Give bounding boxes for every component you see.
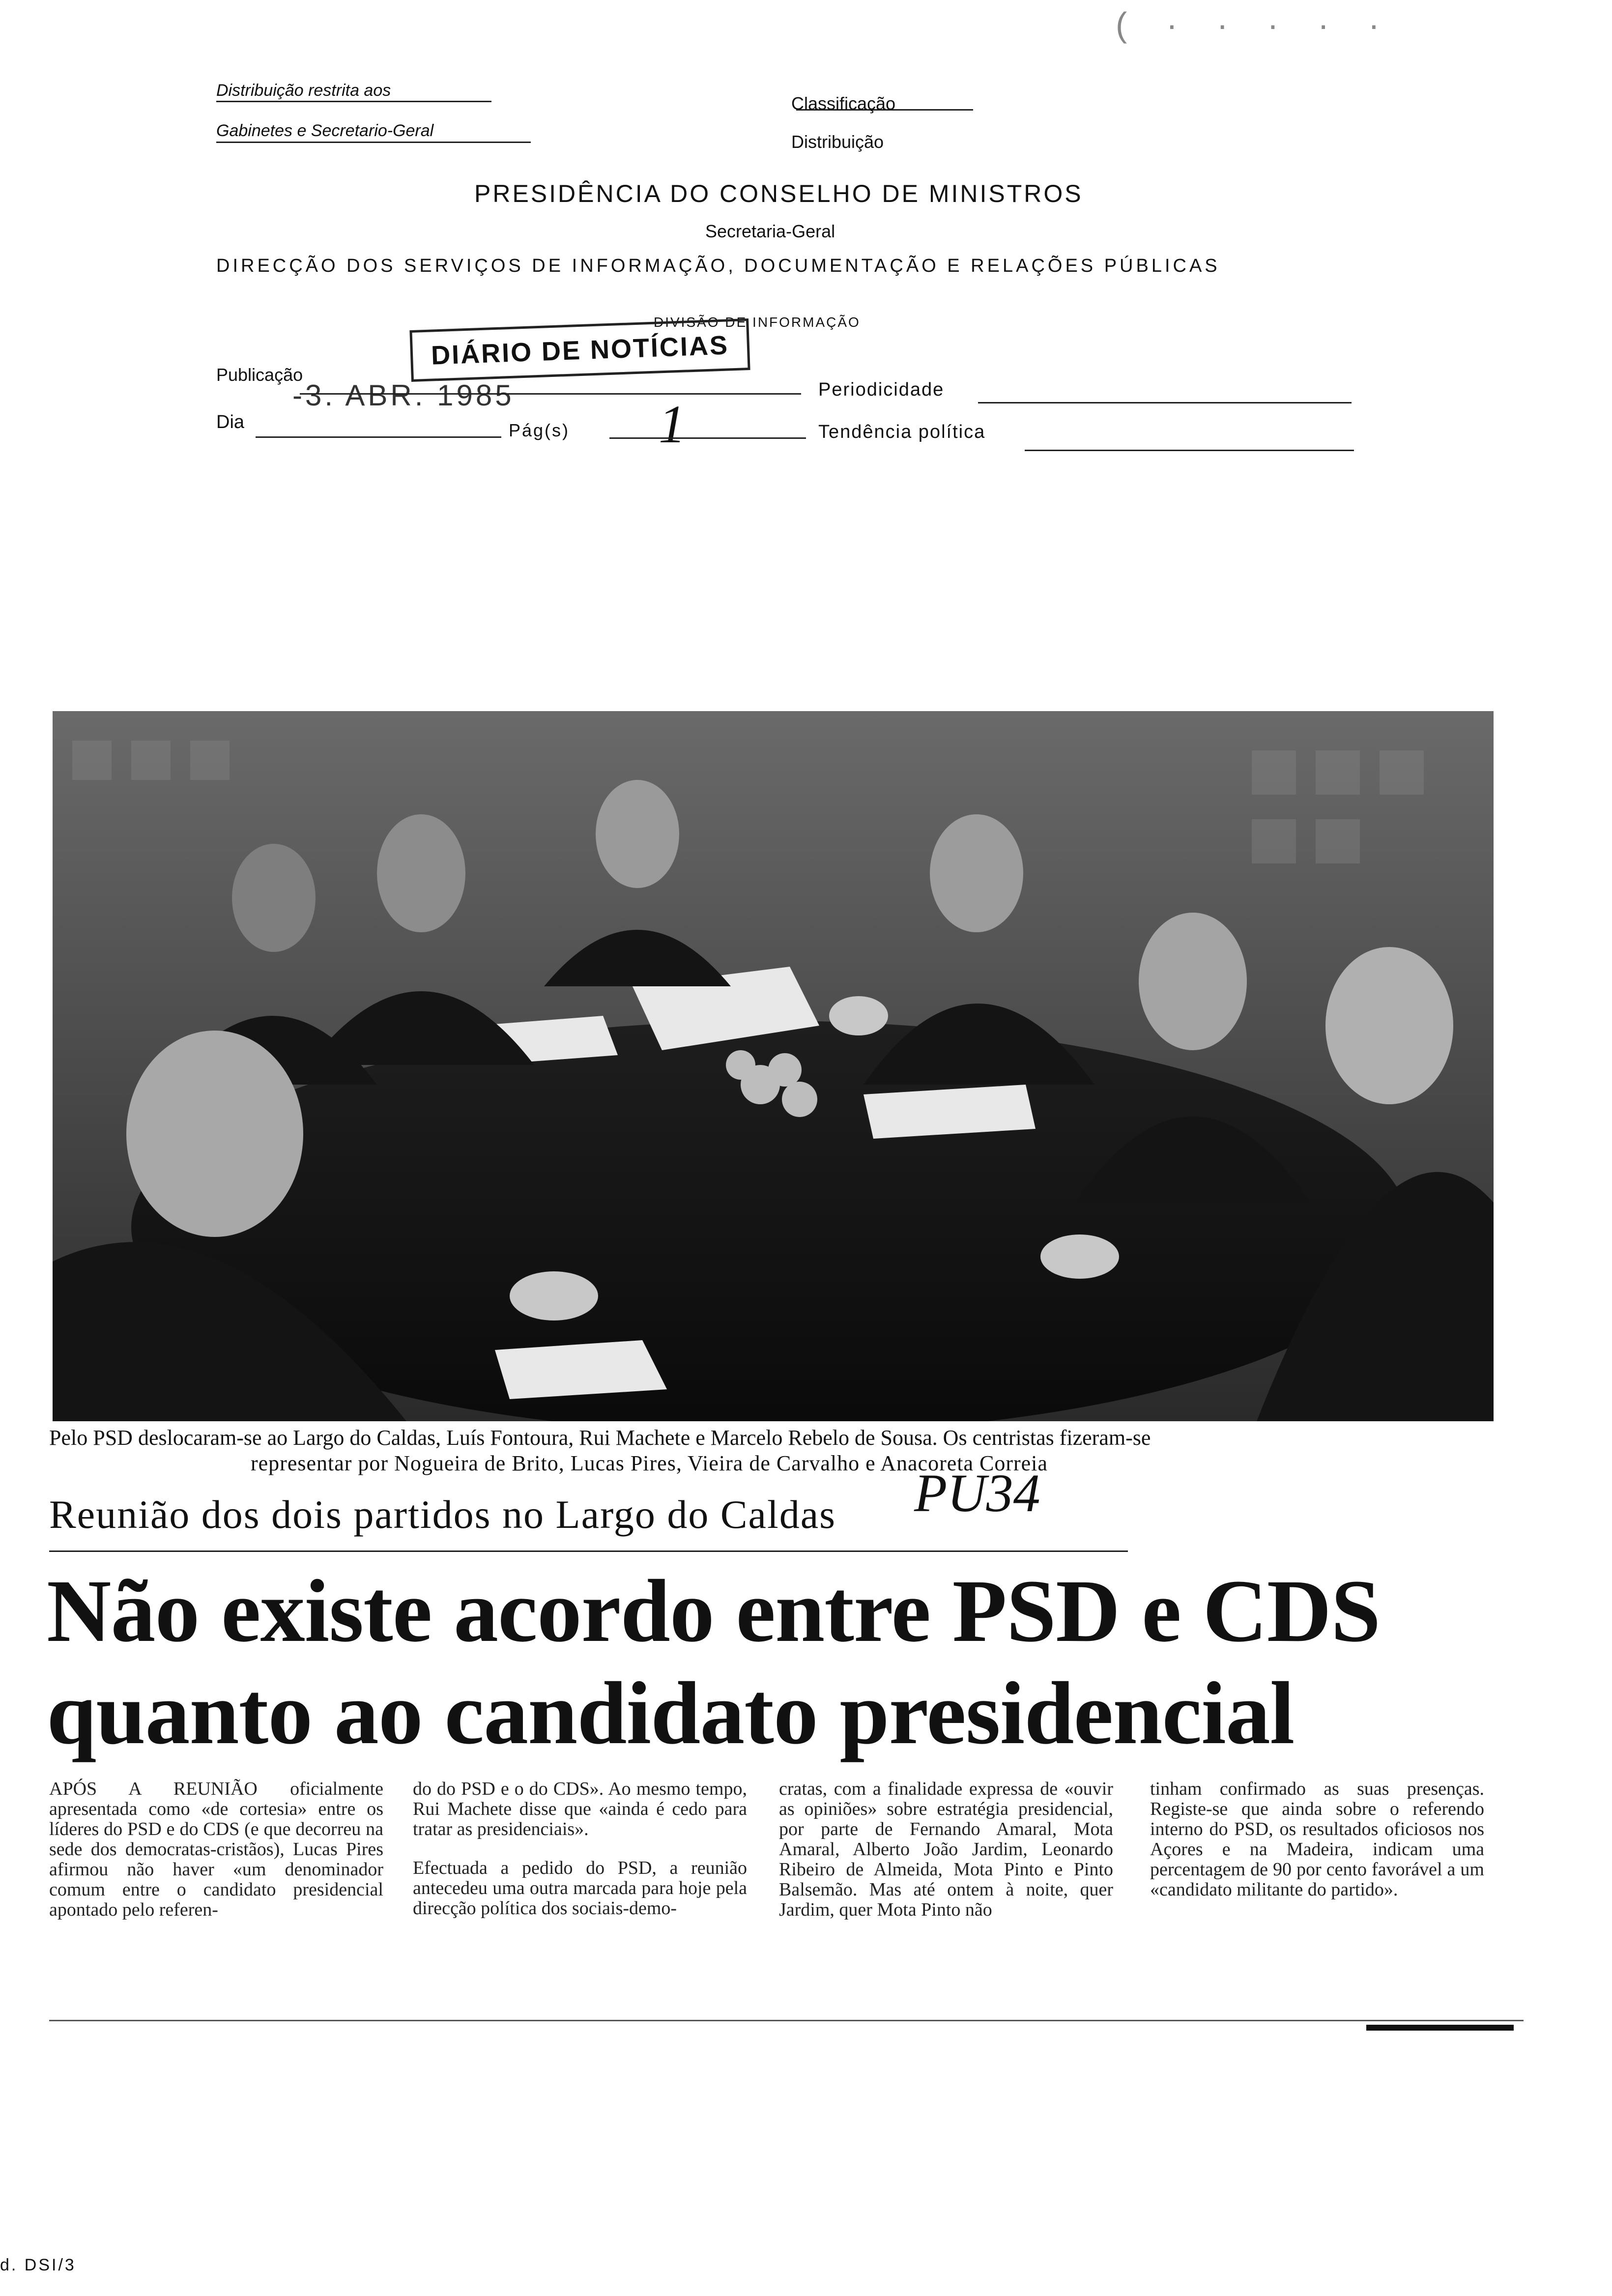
classification-label: Classificação bbox=[791, 93, 896, 114]
distribution-note-line1: Distribuição restrita aos bbox=[216, 81, 391, 100]
article-column-3 bbox=[779, 1779, 1113, 1939]
publication-stamp: DIÁRIO DE NOTÍCIAS bbox=[409, 318, 750, 382]
article-column-2 bbox=[413, 1779, 747, 1937]
photo-caption-line1: Pelo PSD deslocaram-se ao Largo do Caldas, Luís Fontoura, Rui Machete e Marcelo Rebelo de Sousa. Os centristas fizeram-se bbox=[49, 1426, 1151, 1450]
directorate-title: DIRECÇÃO DOS SERVIÇOS DE INFORMAÇÃO, DOCUMENTAÇÃO E RELAÇÕES PÚBLICAS bbox=[216, 256, 1220, 276]
photo-caption-line2: representar por Nogueira de Brito, Lucas Pires, Vieira de Carvalho e Anacoreta Correia bbox=[251, 1451, 1048, 1475]
division-label: DIVISÃO DE INFORMAÇÃO bbox=[654, 315, 861, 330]
article-headline bbox=[47, 1560, 1380, 1765]
pages-value: 1 bbox=[659, 394, 686, 454]
political-tendency-label: Tendência política bbox=[818, 422, 986, 442]
periodicity-line bbox=[978, 402, 1352, 403]
article-bottom-rule bbox=[49, 2020, 1524, 2021]
article-end-mark bbox=[1366, 2025, 1514, 2031]
headline-line1: Não existe acordo entre PSD e CDS bbox=[47, 1562, 1381, 1661]
article-kicker: Reunião dos dois partidos no Largo do Caldas bbox=[49, 1492, 836, 1537]
divider bbox=[216, 142, 531, 143]
distribution-label: Distribuição bbox=[791, 132, 884, 152]
kicker-rule bbox=[49, 1550, 1128, 1552]
day-label: Dia bbox=[216, 412, 245, 432]
ministry-title: PRESIDÊNCIA DO CONSELHO DE MINISTROS bbox=[474, 180, 1083, 207]
publication-label: Publicação bbox=[216, 365, 303, 385]
distribution-note-line2: Gabinetes e Secretario-Geral bbox=[216, 121, 434, 140]
paragraph: Efectuada a pedido do PSD, a reunião antecedeu uma outra marcada para hoje pela direcção política dos sociais-demo- bbox=[413, 1858, 747, 1919]
article-column-1 bbox=[49, 1779, 383, 1939]
date-stamp: -3. ABR. 1985 bbox=[292, 379, 515, 412]
paragraph: cratas, com a finalidade expressa de «ouvir as opiniões» sobre estratégia presidencial, por parte de Fernando Amaral, Mota Amaral, Alberto João Jardim, Leonardo Ribeiro de Almeida, Mota Pinto e Pinto Balsemão. Mas até ontem à noite, quer Jardim, quer Mota Pinto não bbox=[779, 1779, 1113, 1920]
periodicity-label: Periodicidade bbox=[818, 379, 945, 400]
publication-line bbox=[300, 393, 801, 395]
pages-label: Pág(s) bbox=[509, 420, 570, 440]
footer-code: d. DSI/3 bbox=[0, 2256, 76, 2274]
day-line bbox=[256, 436, 501, 438]
handwritten-scribble: ( · · · · · bbox=[1116, 5, 1395, 44]
paragraph: tinham confirmado as suas presenças. Registe-se que ainda sobre o referendo interno do PSD, os resultados oficiosos nos Açores e na Madeira, indicam uma percentagem de 90 por cento favorável a um «candidato militante do partido». bbox=[1150, 1779, 1484, 1900]
divider bbox=[216, 101, 491, 102]
pages-line bbox=[609, 437, 806, 439]
general-secretariat: Secretaria-Geral bbox=[705, 221, 835, 241]
paragraph: do do PSD e o do CDS». Ao mesmo tempo, Rui Machete disse que «ainda é cedo para tratar as presidenciais». bbox=[413, 1779, 747, 1839]
article-column-4 bbox=[1150, 1779, 1484, 1919]
paragraph: APÓS A REUNIÃO oficialmente apresentada como «de cortesia» entre os líderes do PSD e do CDS (e que decorreu na sede dos democratas-cristãos), Lucas Pires afirmou não haver «um denominador comum entre o candidato presidencial apontado pelo referen- bbox=[49, 1779, 383, 1920]
handwritten-reference: PU34 bbox=[914, 1463, 1040, 1523]
tendency-line bbox=[1025, 450, 1354, 451]
headline-line2: quanto ao candidato presidencial bbox=[47, 1664, 1295, 1763]
meeting-photo bbox=[53, 711, 1494, 1421]
meeting-photo-illustration bbox=[53, 711, 1494, 1421]
